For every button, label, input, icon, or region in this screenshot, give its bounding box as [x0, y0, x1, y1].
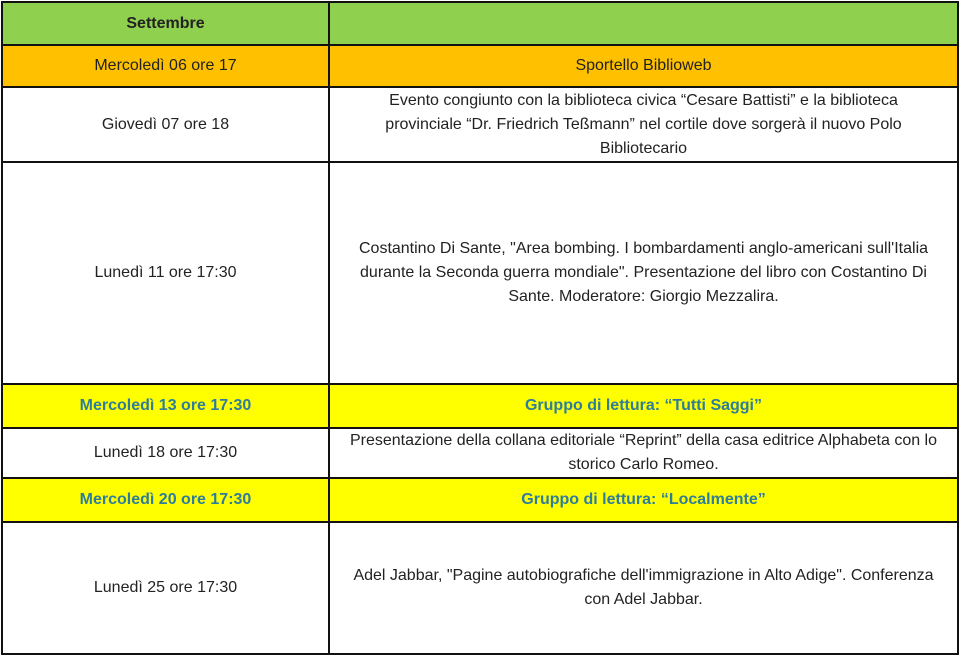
table-row [2, 87, 958, 162]
month-header: Settembre [2, 2, 329, 45]
table-row [2, 522, 958, 654]
table-row [2, 45, 958, 87]
event-header [329, 2, 958, 45]
event-description: Presentazione della collana editoriale “Reprint” della casa editrice Alphabeta con lo storico Carlo Romeo. [329, 428, 958, 478]
table-row [2, 478, 958, 522]
table-row [2, 428, 958, 478]
event-date: Mercoledì 06 ore 17 [2, 45, 329, 87]
event-description: Costantino Di Sante, "Area bombing. I bombardamenti anglo-americani sull'Italia durante la Seconda guerra mondiale". Presentazione del libro con Costantino Di Sante. Moderatore: Giorgio Mezzalira. [329, 162, 958, 384]
events-table [1, 1, 959, 655]
table-row [2, 162, 958, 384]
event-date: Mercoledì 20 ore 17:30 [2, 478, 329, 522]
event-description: Gruppo di lettura: “Tutti Saggi” [329, 384, 958, 428]
event-description: Sportello Biblioweb [329, 45, 958, 87]
event-date: Lunedì 25 ore 17:30 [2, 522, 329, 654]
event-date: Lunedì 18 ore 17:30 [2, 428, 329, 478]
event-date: Lunedì 11 ore 17:30 [2, 162, 329, 384]
table-row [2, 384, 958, 428]
event-description: Gruppo di lettura: “Localmente” [329, 478, 958, 522]
event-description: Adel Jabbar, "Pagine autobiografiche dell'immigrazione in Alto Adige". Conferenza con Adel Jabbar. [329, 522, 958, 654]
event-description: Evento congiunto con la biblioteca civica “Cesare Battisti” e la biblioteca provinciale “Dr. Friedrich Teßmann” nel cortile dove sorgerà il nuovo Polo Bibliotecario [329, 87, 958, 162]
event-date: Giovedì 07 ore 18 [2, 87, 329, 162]
event-date: Mercoledì 13 ore 17:30 [2, 384, 329, 428]
header-row [2, 2, 958, 45]
